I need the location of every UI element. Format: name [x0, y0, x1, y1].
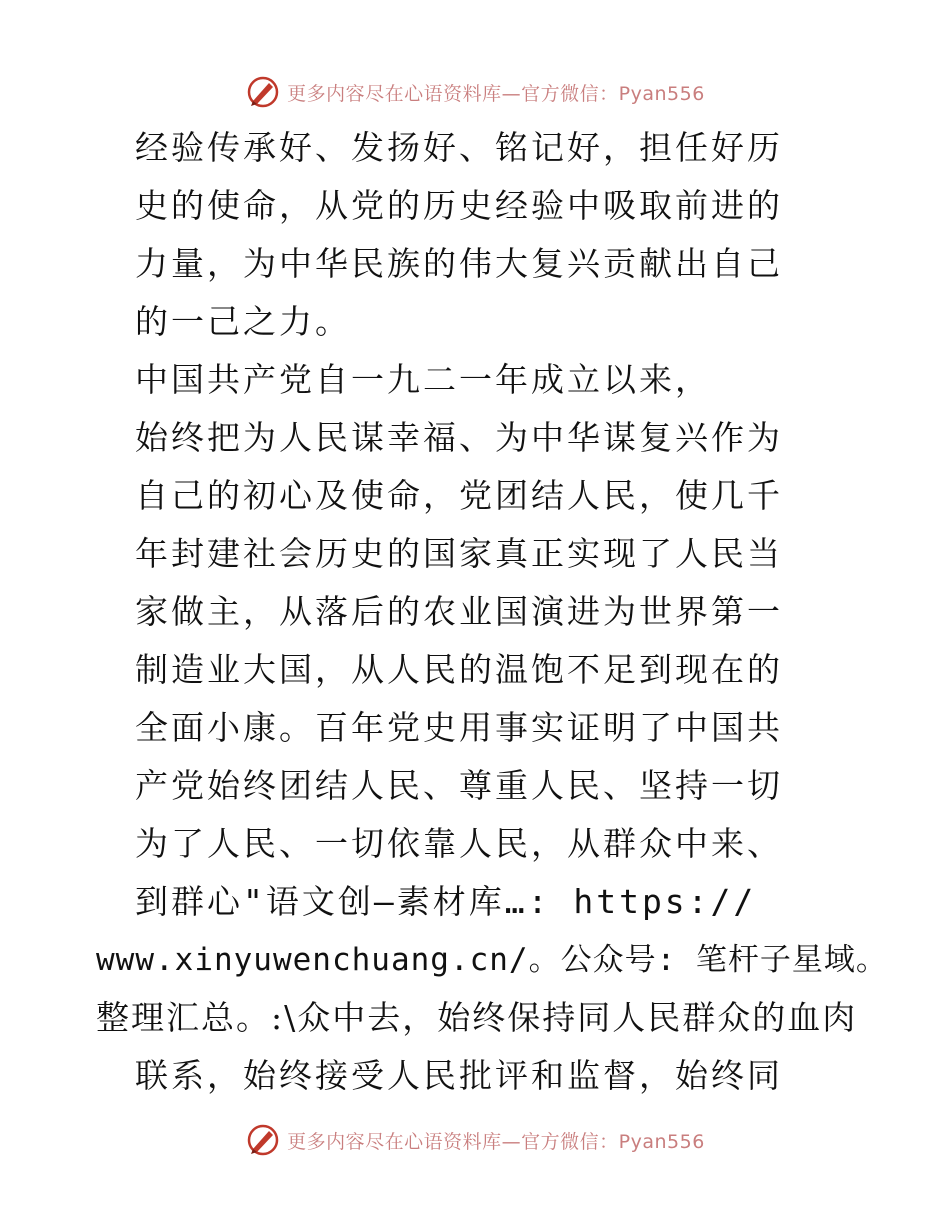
text-line: 家做主，从落后的农业国演进为世界第一	[135, 592, 783, 631]
footer-watermark	[0, 1120, 950, 1160]
text-line: 力量，为中华民族的伟大复兴贡献出自己	[135, 244, 783, 283]
text-line: 联系，始终接受人民批评和监督，始终同	[135, 1056, 783, 1095]
text-line: 的一己之力。	[135, 302, 351, 341]
text-line: 中国共产党自一九二一年成立以来，	[135, 360, 711, 399]
watermark-text: 更多内容尽在心语资料库—官方微信：Pyan556	[287, 82, 705, 105]
text-line: 整理汇总。:\众中去，始终保持同人民群众的血肉	[96, 998, 858, 1037]
text-line: 到群心"语文创—素材库…: https://	[135, 882, 757, 921]
pen-logo-icon	[245, 74, 281, 110]
text-line: 全面小康。百年党史用事实证明了中国共	[135, 708, 783, 747]
header-watermark	[0, 72, 950, 112]
text-line: 史的使命，从党的历史经验中吸取前进的	[135, 186, 783, 225]
text-line: www.xinyuwenchuang.cn/。公众号: 笔杆子星域。	[96, 942, 888, 978]
text-line: 始终把为人民谋幸福、为中华谋复兴作为	[135, 418, 783, 457]
text-line: 经验传承好、发扬好、铭记好，担任好历	[135, 128, 783, 167]
text-line: 制造业大国，从人民的温饱不足到现在的	[135, 650, 783, 689]
text-line: 产党始终团结人民、尊重人民、坚持一切	[135, 766, 783, 805]
watermark-text: 更多内容尽在心语资料库—官方微信：Pyan556	[287, 1130, 705, 1153]
text-line: 年封建社会历史的国家真正实现了人民当	[135, 534, 783, 573]
text-line: 为了人民、一切依靠人民，从群众中来、	[135, 824, 783, 863]
text-line: 自己的初心及使命，党团结人民，使几千	[135, 476, 783, 515]
pen-logo-icon	[245, 1122, 281, 1158]
